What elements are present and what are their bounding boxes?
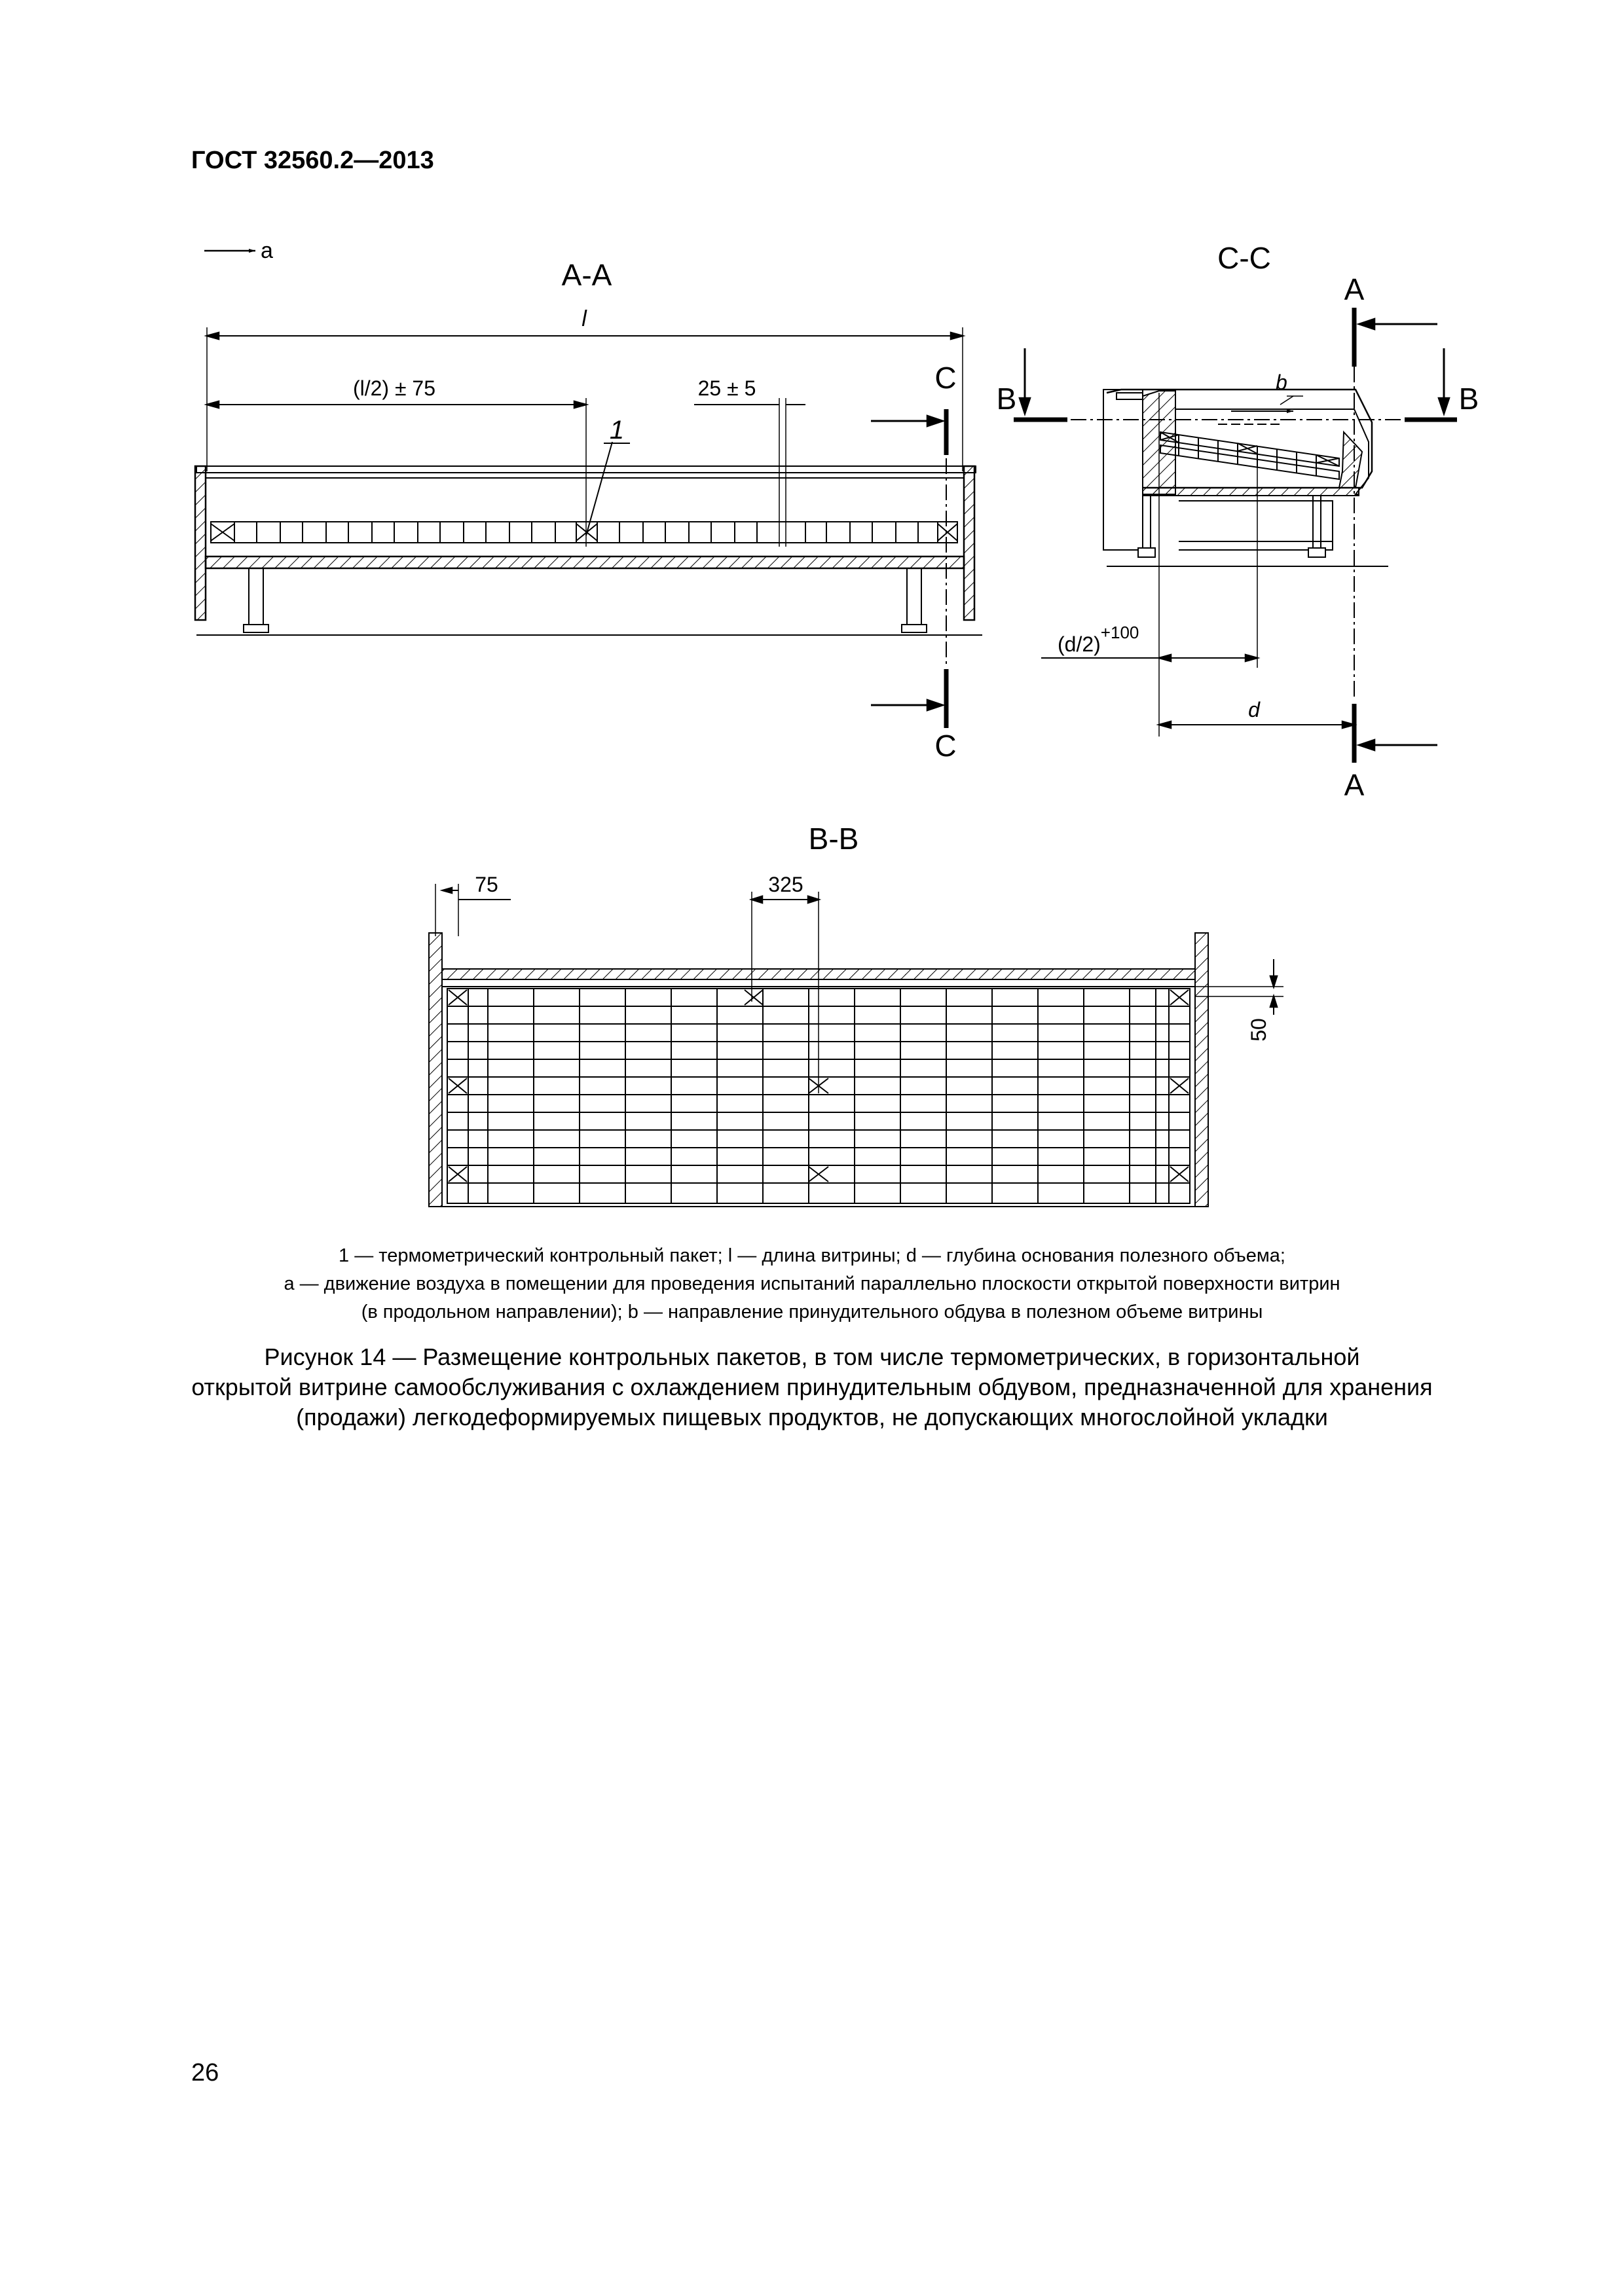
legend-line-3: (в продольном направлении); b — направление принудительного обдува в полезном объеме витрины	[361, 1302, 1263, 1322]
figure-caption-line-1: Рисунок 14 — Размещение контрольных пакетов, в том числе термометрических, в горизонтальной	[264, 1343, 1360, 1370]
dim-depth: d	[1248, 698, 1260, 721]
view-aa	[195, 238, 982, 763]
view-bb	[429, 822, 1283, 1207]
marker-a-top: А	[1344, 272, 1365, 306]
dim-offset-75: 75	[475, 873, 498, 896]
marker-c-top: С	[934, 361, 957, 395]
marker-c-bottom: С	[934, 729, 957, 763]
callout-1: 1	[609, 416, 625, 445]
figure-caption-line-3: (продажи) легкодеформируемых пищевых продуктов, не допускающих многослойной укладки	[296, 1404, 1328, 1430]
dim-half-depth: $(d/2)^{+100}$	[1058, 623, 1139, 656]
marker-b-right: В	[1458, 382, 1479, 416]
view-cc	[997, 241, 1479, 802]
dim-half-length: (l/2) ± 75	[352, 376, 436, 400]
marker-b-left: В	[996, 382, 1017, 416]
marker-a-bottom: А	[1344, 768, 1365, 802]
view-title-bb: В-В	[808, 822, 859, 856]
dim-pitch-325: 325	[768, 873, 803, 896]
dim-height-50: 50	[1247, 1018, 1270, 1042]
aa-packets	[211, 522, 957, 543]
dim-gap: 25 ± 5	[697, 376, 756, 400]
document-header: ГОСТ 32560.2—2013	[191, 147, 434, 174]
view-title-aa: А-А	[561, 258, 612, 292]
air-flow-label: а	[261, 238, 273, 263]
legend-line-1: 1 — термометрический контрольный пакет; l — длина витрины; d — глубина основания полезного объема;	[339, 1245, 1285, 1266]
figure-caption-line-2: открытой витрине самообслуживания с охлаждением принудительным обдувом, предназначенной для хранения	[191, 1374, 1433, 1400]
dim-length: l	[581, 306, 587, 331]
cc-packets	[1160, 432, 1339, 479]
page-number: 26	[191, 2059, 219, 2086]
view-title-cc: С-С	[1217, 241, 1271, 275]
forced-flow-label: b	[1276, 371, 1287, 394]
legend-line-2: а — движение воздуха в помещении для проведения испытаний параллельно плоскости открытой поверхности витрин	[284, 1273, 1340, 1294]
